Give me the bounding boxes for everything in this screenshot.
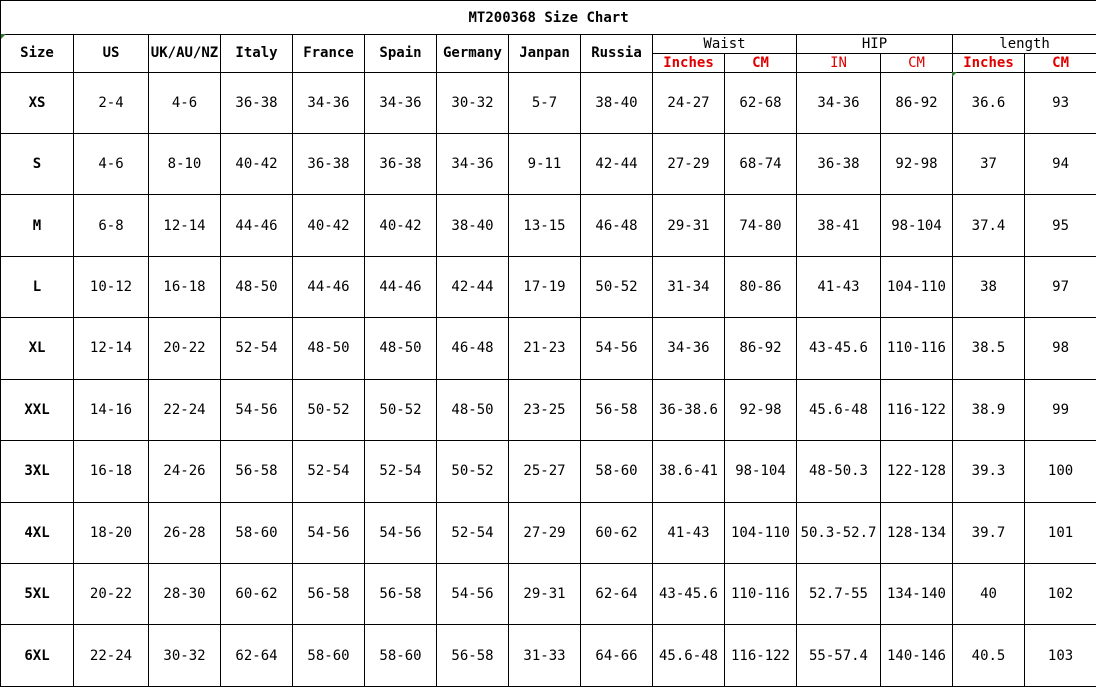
cell-waist-cm: 92-98	[725, 379, 797, 440]
cell-russia: 38-40	[581, 72, 653, 133]
header-russia: Russia	[581, 35, 653, 72]
cell-spain: 50-52	[365, 379, 437, 440]
cell-waist-inches: 36-38.6	[653, 379, 725, 440]
cell-hip-cm: 140-146	[881, 625, 953, 687]
cell-uk-au-nz: 26-28	[149, 502, 221, 563]
size-rows	[1, 72, 1096, 686]
cell-japan: 23-25	[509, 379, 581, 440]
header-spain: Spain	[365, 35, 437, 72]
header-waist-cm: CM	[725, 54, 797, 72]
cell-france: 50-52	[293, 379, 365, 440]
header-hip-in: IN	[797, 54, 881, 72]
cell-waist-cm: 86-92	[725, 318, 797, 379]
cell-spain: 40-42	[365, 195, 437, 256]
table-row	[1, 72, 1096, 133]
cell-length-inches: 39.7	[953, 502, 1025, 563]
cell-uk-au-nz: 8-10	[149, 133, 221, 194]
cell-italy: 62-64	[221, 625, 293, 687]
cell-hip-cm: 86-92	[881, 72, 953, 133]
cell-length-cm: 93	[1025, 72, 1096, 133]
cell-japan: 5-7	[509, 72, 581, 133]
cell-waist-inches: 43-45.6	[653, 564, 725, 625]
cell-hip-cm: 122-128	[881, 441, 953, 502]
cell-waist-inches: 24-27	[653, 72, 725, 133]
cell-uk-au-nz: 4-6	[149, 72, 221, 133]
cell-germany: 30-32	[437, 72, 509, 133]
cell-hip-cm: 110-116	[881, 318, 953, 379]
cell-length-inches: 40.5	[953, 625, 1025, 687]
cell-italy: 44-46	[221, 195, 293, 256]
cell-italy: 52-54	[221, 318, 293, 379]
cell-us: 2-4	[74, 72, 149, 133]
cell-japan: 17-19	[509, 256, 581, 317]
cell-waist-inches: 31-34	[653, 256, 725, 317]
cell-germany: 42-44	[437, 256, 509, 317]
cell-uk-au-nz: 16-18	[149, 256, 221, 317]
cell-hip-in: 50.3-52.7	[797, 502, 881, 563]
cell-corner-marker	[952, 72, 957, 77]
cell-length-inches: 38	[953, 256, 1025, 317]
cell-length-inches: 37.4	[953, 195, 1025, 256]
cell-hip-cm: 98-104	[881, 195, 953, 256]
cell-germany: 46-48	[437, 318, 509, 379]
cell-france: 58-60	[293, 625, 365, 687]
cell-hip-in: 41-43	[797, 256, 881, 317]
cell-hip-in: 34-36	[797, 72, 881, 133]
cell-germany: 34-36	[437, 133, 509, 194]
cell-hip-in: 45.6-48	[797, 379, 881, 440]
cell-spain: 54-56	[365, 502, 437, 563]
cell-uk-au-nz: 24-26	[149, 441, 221, 502]
header-length: length	[953, 35, 1096, 54]
header-japan: Janpan	[509, 35, 581, 72]
cell-us: 16-18	[74, 441, 149, 502]
cell-spain: 52-54	[365, 441, 437, 502]
cell-russia: 56-58	[581, 379, 653, 440]
cell-waist-inches: 34-36	[653, 318, 725, 379]
cell-length-cm: 102	[1025, 564, 1096, 625]
cell-france: 36-38	[293, 133, 365, 194]
cell-size: XS	[1, 72, 74, 133]
cell-waist-inches: 45.6-48	[653, 625, 725, 687]
cell-length-cm: 100	[1025, 441, 1096, 502]
header-length-inches: Inches	[953, 54, 1025, 72]
cell-france: 44-46	[293, 256, 365, 317]
cell-france: 40-42	[293, 195, 365, 256]
cell-italy: 54-56	[221, 379, 293, 440]
cell-uk-au-nz: 22-24	[149, 379, 221, 440]
table-row	[1, 379, 1096, 440]
cell-hip-in: 55-57.4	[797, 625, 881, 687]
cell-waist-cm: 74-80	[725, 195, 797, 256]
table-row	[1, 133, 1096, 194]
cell-length-cm: 101	[1025, 502, 1096, 563]
cell-france: 48-50	[293, 318, 365, 379]
cell-japan: 27-29	[509, 502, 581, 563]
cell-length-cm: 94	[1025, 133, 1096, 194]
cell-russia: 46-48	[581, 195, 653, 256]
cell-size: 4XL	[1, 502, 74, 563]
cell-france: 34-36	[293, 72, 365, 133]
header-waist: Waist	[653, 35, 797, 54]
cell-france: 56-58	[293, 564, 365, 625]
cell-waist-cm: 80-86	[725, 256, 797, 317]
header-length-cm: CM	[1025, 54, 1096, 72]
cell-hip-cm: 134-140	[881, 564, 953, 625]
cell-waist-cm: 104-110	[725, 502, 797, 563]
cell-germany: 54-56	[437, 564, 509, 625]
cell-waist-cm: 110-116	[725, 564, 797, 625]
cell-length-inches: 37	[953, 133, 1025, 194]
cell-spain: 48-50	[365, 318, 437, 379]
table-row	[1, 564, 1096, 625]
cell-waist-inches: 41-43	[653, 502, 725, 563]
cell-size: 5XL	[1, 564, 74, 625]
cell-italy: 58-60	[221, 502, 293, 563]
cell-uk-au-nz: 30-32	[149, 625, 221, 687]
header-italy: Italy	[221, 35, 293, 72]
cell-waist-cm: 98-104	[725, 441, 797, 502]
cell-length-inches: 36.6	[953, 72, 1025, 133]
cell-germany: 50-52	[437, 441, 509, 502]
cell-germany: 38-40	[437, 195, 509, 256]
cell-waist-cm: 116-122	[725, 625, 797, 687]
cell-length-cm: 99	[1025, 379, 1096, 440]
chart-title: MT200368 Size Chart	[1, 1, 1096, 35]
cell-size: M	[1, 195, 74, 256]
cell-japan: 29-31	[509, 564, 581, 625]
cell-italy: 56-58	[221, 441, 293, 502]
cell-hip-cm: 92-98	[881, 133, 953, 194]
cell-hip-in: 52.7-55	[797, 564, 881, 625]
cell-italy: 48-50	[221, 256, 293, 317]
header-germany: Germany	[437, 35, 509, 72]
cell-spain: 58-60	[365, 625, 437, 687]
cell-length-cm: 103	[1025, 625, 1096, 687]
cell-us: 4-6	[74, 133, 149, 194]
cell-uk-au-nz: 12-14	[149, 195, 221, 256]
cell-spain: 36-38	[365, 133, 437, 194]
cell-uk-au-nz: 20-22	[149, 318, 221, 379]
cell-size: L	[1, 256, 74, 317]
table-row	[1, 441, 1096, 502]
header-us: US	[74, 35, 149, 72]
cell-italy: 36-38	[221, 72, 293, 133]
cell-length-inches: 38.5	[953, 318, 1025, 379]
cell-size: 3XL	[1, 441, 74, 502]
cell-us: 10-12	[74, 256, 149, 317]
cell-hip-cm: 128-134	[881, 502, 953, 563]
cell-germany: 52-54	[437, 502, 509, 563]
cell-waist-inches: 29-31	[653, 195, 725, 256]
table-row	[1, 318, 1096, 379]
cell-japan: 13-15	[509, 195, 581, 256]
cell-hip-cm: 104-110	[881, 256, 953, 317]
cell-waist-inches: 38.6-41	[653, 441, 725, 502]
cell-size: S	[1, 133, 74, 194]
cell-uk-au-nz: 28-30	[149, 564, 221, 625]
cell-spain: 56-58	[365, 564, 437, 625]
cell-us: 18-20	[74, 502, 149, 563]
cell-germany: 48-50	[437, 379, 509, 440]
cell-hip-in: 48-50.3	[797, 441, 881, 502]
header-size: Size	[1, 35, 74, 72]
cell-japan: 21-23	[509, 318, 581, 379]
cell-france: 54-56	[293, 502, 365, 563]
cell-waist-inches: 27-29	[653, 133, 725, 194]
cell-hip-in: 43-45.6	[797, 318, 881, 379]
cell-us: 20-22	[74, 564, 149, 625]
table-row	[1, 256, 1096, 317]
cell-us: 14-16	[74, 379, 149, 440]
header-france: France	[293, 35, 365, 72]
header-hip-cm: CM	[881, 54, 953, 72]
cell-length-inches: 38.9	[953, 379, 1025, 440]
table-row	[1, 502, 1096, 563]
cell-japan: 9-11	[509, 133, 581, 194]
cell-russia: 64-66	[581, 625, 653, 687]
cell-length-cm: 95	[1025, 195, 1096, 256]
header-hip: HIP	[797, 35, 953, 54]
cell-corner-marker	[1, 34, 6, 39]
cell-size: XL	[1, 318, 74, 379]
cell-size: XXL	[1, 379, 74, 440]
cell-japan: 25-27	[509, 441, 581, 502]
cell-us: 12-14	[74, 318, 149, 379]
cell-length-inches: 39.3	[953, 441, 1025, 502]
cell-russia: 62-64	[581, 564, 653, 625]
table-row	[1, 625, 1096, 687]
cell-length-inches: 40	[953, 564, 1025, 625]
cell-hip-in: 38-41	[797, 195, 881, 256]
cell-russia: 50-52	[581, 256, 653, 317]
cell-waist-cm: 62-68	[725, 72, 797, 133]
cell-russia: 54-56	[581, 318, 653, 379]
cell-hip-in: 36-38	[797, 133, 881, 194]
cell-italy: 60-62	[221, 564, 293, 625]
cell-germany: 56-58	[437, 625, 509, 687]
cell-russia: 60-62	[581, 502, 653, 563]
table-row	[1, 195, 1096, 256]
cell-size: 6XL	[1, 625, 74, 687]
cell-spain: 44-46	[365, 256, 437, 317]
cell-russia: 42-44	[581, 133, 653, 194]
cell-us: 6-8	[74, 195, 149, 256]
cell-japan: 31-33	[509, 625, 581, 687]
cell-hip-cm: 116-122	[881, 379, 953, 440]
cell-waist-cm: 68-74	[725, 133, 797, 194]
cell-france: 52-54	[293, 441, 365, 502]
cell-us: 22-24	[74, 625, 149, 687]
header-uk-au-nz: UK/AU/NZ	[149, 35, 221, 72]
cell-russia: 58-60	[581, 441, 653, 502]
cell-length-cm: 97	[1025, 256, 1096, 317]
cell-italy: 40-42	[221, 133, 293, 194]
cell-length-cm: 98	[1025, 318, 1096, 379]
cell-spain: 34-36	[365, 72, 437, 133]
header-waist-inches: Inches	[653, 54, 725, 72]
